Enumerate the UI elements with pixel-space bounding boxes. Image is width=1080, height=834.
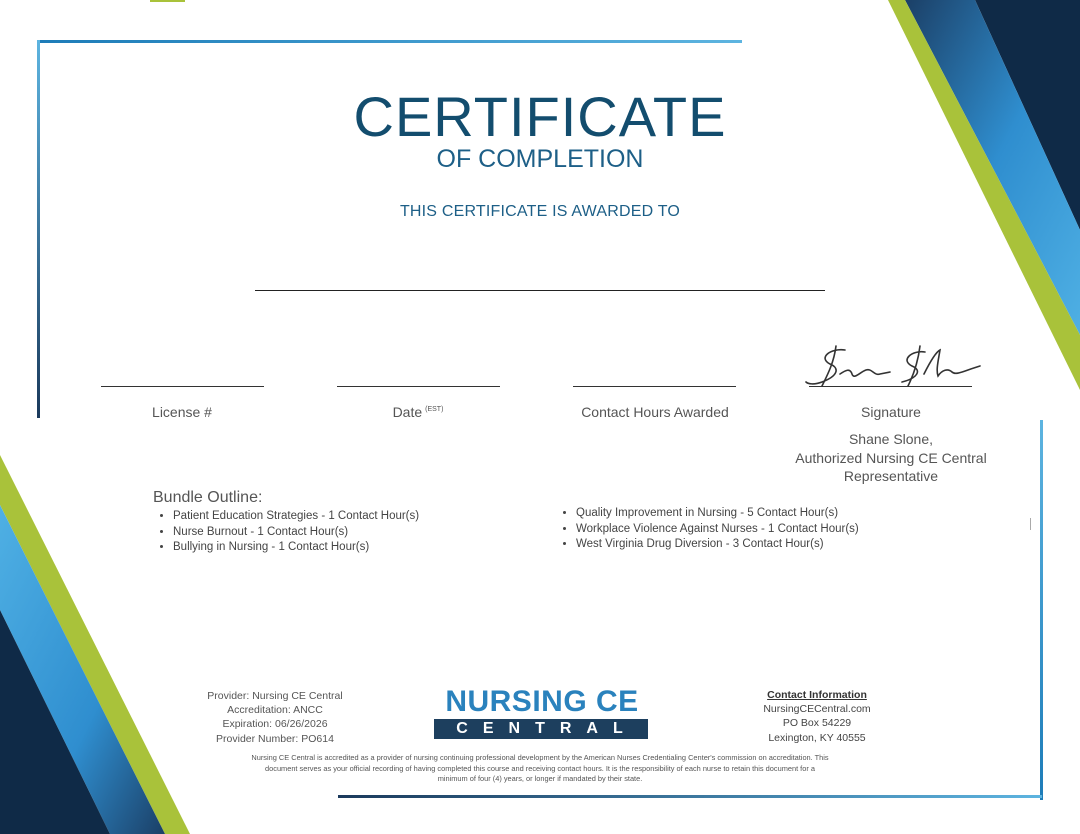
provider-name: Provider: Nursing CE Central	[207, 690, 343, 702]
frame-bottom-line	[338, 795, 1042, 798]
recipient-name-line	[255, 290, 825, 291]
accreditation-disclaimer: Nursing CE Central is accredited as a provider of nursing continuing professional development by the American Nurses Credentialing Center's commission on accreditation. This document serves as your official recording of having completed this course and receiving contact hours. It is the responsibility of each nurse to retain this document for a minimum of four (4) years, or longer if mandated by their state.	[251, 753, 829, 783]
date-timezone: (EST)	[425, 406, 444, 413]
course-list-right	[556, 506, 859, 553]
logo-text-top: NURSING CE	[445, 685, 639, 718]
signature-image	[800, 340, 990, 390]
awarded-to-text: THIS CERTIFICATE IS AWARDED TO	[399, 203, 681, 220]
bundle-outline-heading: Bundle Outline:	[153, 489, 263, 506]
signer-name: Shane Slone,	[848, 431, 934, 447]
certificate-subtitle: OF COMPLETION	[436, 145, 644, 173]
contact-city: Lexington, KY 40555	[768, 731, 866, 744]
provider-expiration: Expiration: 06/26/2026	[222, 718, 328, 731]
signer-role: Representative	[843, 468, 939, 484]
list-item: • Patient Education Strategies - 1 Contact Hour(s)	[173, 509, 419, 525]
logo-text-bottom: CENTRAL	[434, 719, 648, 739]
provider-info	[180, 689, 370, 746]
signature-label: Signature	[861, 404, 921, 420]
provider-accreditation: Accreditation: ANCC	[227, 704, 323, 717]
certificate-title: CERTIFICATE	[353, 85, 727, 148]
frame-top-line	[38, 40, 742, 43]
list-item: • West Virginia Drug Diversion - 3 Contact Hour(s)	[576, 537, 859, 553]
date-label: Date	[392, 404, 423, 420]
margin-tick	[1030, 518, 1031, 530]
date-line	[337, 386, 500, 387]
list-item: • Bullying in Nursing - 1 Contact Hour(s)	[173, 540, 419, 556]
list-item: • Nurse Burnout - 1 Contact Hour(s)	[173, 525, 419, 541]
provider-number: Provider Number: PO614	[216, 732, 334, 745]
contact-website: NursingCECentral.com	[763, 703, 871, 716]
date-label-wrap	[318, 404, 518, 420]
signer-block	[780, 430, 1002, 486]
frame-right-line	[1040, 420, 1043, 800]
top-left-accent	[150, 0, 185, 2]
contact-info	[742, 688, 892, 745]
signer-title: Authorized Nursing CE Central	[795, 449, 987, 466]
contact-po-box: PO Box 54229	[782, 717, 852, 730]
hours-line	[573, 386, 736, 387]
contact-hours-label: Contact Hours Awarded	[581, 404, 729, 420]
list-item: • Quality Improvement in Nursing - 5 Contact Hour(s)	[576, 506, 859, 522]
contact-heading: Contact Information	[767, 689, 867, 701]
list-item: • Workplace Violence Against Nurses - 1 Contact Hour(s)	[576, 522, 859, 538]
license-label: License #	[152, 404, 212, 420]
license-line	[101, 386, 264, 387]
course-list-left	[153, 509, 419, 556]
